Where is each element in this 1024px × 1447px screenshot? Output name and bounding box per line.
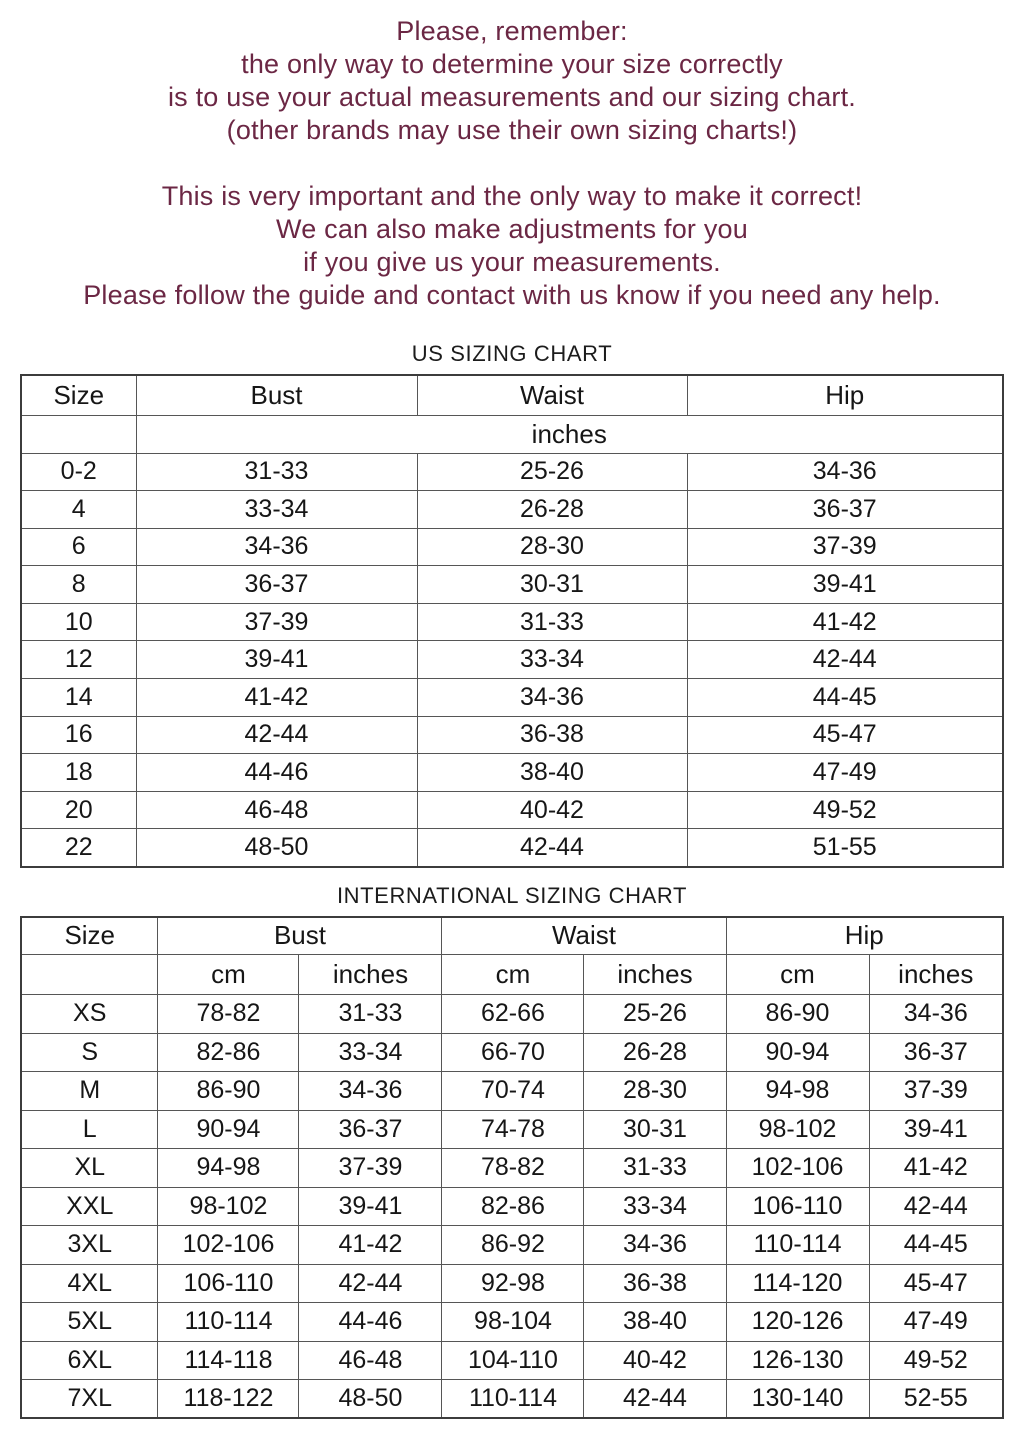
intro-line: (other brands may use their own sizing charts!)	[226, 115, 798, 145]
us-value-cell: 44-46	[136, 754, 417, 792]
intro-paragraph-1	[0, 15, 1024, 147]
us-value-cell: 25-26	[417, 453, 687, 491]
us-value-cell: 30-31	[417, 566, 687, 604]
intro-line: Please follow the guide and contact with us know if you need any help.	[83, 280, 941, 310]
intl-value-cell: 86-90	[158, 1072, 299, 1111]
us-col-header-waist: Waist	[417, 375, 687, 415]
intl-value-cell: 34-36	[584, 1226, 726, 1265]
intl-value-cell: 52-55	[869, 1380, 1003, 1419]
table-row	[21, 1072, 1003, 1111]
intl-value-cell: 41-42	[299, 1226, 442, 1265]
intl-header-row	[21, 917, 1003, 955]
intl-value-cell: 110-114	[158, 1303, 299, 1342]
intl-unit-label-cm: cm	[158, 955, 299, 995]
intl-value-cell: 47-49	[869, 1303, 1003, 1342]
intl-size-cell: L	[21, 1110, 158, 1149]
intl-value-cell: 44-46	[299, 1303, 442, 1342]
table-row	[21, 995, 1003, 1034]
us-value-cell: 34-36	[417, 679, 687, 717]
us-value-cell: 36-37	[687, 491, 1003, 529]
intl-value-cell: 62-66	[442, 995, 584, 1034]
table-row	[21, 1110, 1003, 1149]
table-row	[21, 641, 1003, 679]
us-value-cell: 28-30	[417, 528, 687, 566]
intl-unit-label-cm: cm	[442, 955, 584, 995]
us-value-cell: 42-44	[687, 641, 1003, 679]
us-value-cell: 34-36	[687, 453, 1003, 491]
intl-value-cell: 78-82	[442, 1149, 584, 1188]
intl-value-cell: 36-38	[584, 1264, 726, 1303]
table-row	[21, 1033, 1003, 1072]
intl-value-cell: 102-106	[726, 1149, 869, 1188]
intro-paragraph-2	[0, 180, 1024, 312]
intl-col-header-size: Size	[21, 917, 158, 955]
intro-line: the only way to determine your size correctly	[241, 49, 783, 79]
intl-value-cell: 25-26	[584, 995, 726, 1034]
intl-value-cell: 98-102	[158, 1187, 299, 1226]
us-size-cell: 14	[21, 679, 136, 717]
us-value-cell: 39-41	[687, 566, 1003, 604]
intl-value-cell: 90-94	[726, 1033, 869, 1072]
intl-value-cell: 39-41	[299, 1187, 442, 1226]
us-value-cell: 36-38	[417, 716, 687, 754]
intl-value-cell: 86-90	[726, 995, 869, 1034]
intl-size-cell: XXL	[21, 1187, 158, 1226]
intl-size-cell: M	[21, 1072, 158, 1111]
intl-value-cell: 120-126	[726, 1303, 869, 1342]
intl-value-cell: 114-118	[158, 1341, 299, 1380]
intl-value-cell: 114-120	[726, 1264, 869, 1303]
intl-col-header-waist: Waist	[442, 917, 726, 955]
us-col-header-bust: Bust	[136, 375, 417, 415]
us-sizing-table	[20, 374, 1004, 868]
us-value-cell: 41-42	[136, 679, 417, 717]
intl-value-cell: 104-110	[442, 1341, 584, 1380]
us-value-cell: 44-45	[687, 679, 1003, 717]
intro-line: is to use your actual measurements and our sizing chart.	[167, 82, 857, 112]
us-value-cell: 31-33	[417, 603, 687, 641]
us-value-cell: 51-55	[687, 829, 1003, 867]
intro-text	[0, 15, 1024, 312]
table-row	[21, 1264, 1003, 1303]
intl-size-cell: XS	[21, 995, 158, 1034]
us-size-cell: 0-2	[21, 453, 136, 491]
intro-line: We can also make adjustments for you	[276, 214, 748, 244]
intl-value-cell: 42-44	[869, 1187, 1003, 1226]
intl-value-cell: 74-78	[442, 1110, 584, 1149]
intl-value-cell: 110-114	[726, 1226, 869, 1265]
us-value-cell: 39-41	[136, 641, 417, 679]
us-value-cell: 49-52	[687, 791, 1003, 829]
table-row	[21, 603, 1003, 641]
us-size-cell: 20	[21, 791, 136, 829]
intl-value-cell: 31-33	[299, 995, 442, 1034]
table-row	[21, 679, 1003, 717]
us-col-header-hip: Hip	[687, 375, 1003, 415]
intl-value-cell: 98-102	[726, 1110, 869, 1149]
intl-unit-label-inches: inches	[299, 955, 442, 995]
us-value-cell: 34-36	[136, 528, 417, 566]
intl-sizing-table	[20, 916, 1004, 1420]
us-value-cell: 26-28	[417, 491, 687, 529]
us-value-cell: 37-39	[136, 603, 417, 641]
us-size-cell: 22	[21, 829, 136, 867]
table-row	[21, 791, 1003, 829]
intl-unit-empty-cell	[21, 955, 158, 995]
intl-value-cell: 42-44	[299, 1264, 442, 1303]
intl-value-cell: 78-82	[158, 995, 299, 1034]
us-size-cell: 8	[21, 566, 136, 604]
intl-value-cell: 102-106	[158, 1226, 299, 1265]
intl-value-cell: 82-86	[158, 1033, 299, 1072]
intl-col-header-hip: Hip	[726, 917, 1003, 955]
intl-value-cell: 92-98	[442, 1264, 584, 1303]
intl-value-cell: 94-98	[726, 1072, 869, 1111]
us-value-cell: 46-48	[136, 791, 417, 829]
us-value-cell: 36-37	[136, 566, 417, 604]
intl-chart-title: INTERNATIONAL SIZING CHART	[336, 882, 688, 908]
table-row	[21, 528, 1003, 566]
intl-size-cell: 7XL	[21, 1380, 158, 1419]
intl-value-cell: 28-30	[584, 1072, 726, 1111]
us-value-cell: 42-44	[417, 829, 687, 867]
us-col-header-size: Size	[21, 375, 136, 415]
table-row	[21, 491, 1003, 529]
intl-value-cell: 40-42	[584, 1341, 726, 1380]
us-unit-label: inches	[136, 415, 1003, 453]
intl-value-cell: 36-37	[869, 1033, 1003, 1072]
table-row	[21, 716, 1003, 754]
table-row	[21, 1341, 1003, 1380]
table-row	[21, 754, 1003, 792]
us-value-cell: 47-49	[687, 754, 1003, 792]
intl-value-cell: 26-28	[584, 1033, 726, 1072]
us-value-cell: 40-42	[417, 791, 687, 829]
intl-value-cell: 30-31	[584, 1110, 726, 1149]
us-size-cell: 6	[21, 528, 136, 566]
table-row	[21, 1380, 1003, 1419]
us-chart-title: US SIZING CHART	[411, 341, 613, 366]
us-value-cell: 41-42	[687, 603, 1003, 641]
intl-value-cell: 82-86	[442, 1187, 584, 1226]
intl-value-cell: 98-104	[442, 1303, 584, 1342]
intl-value-cell: 110-114	[442, 1380, 584, 1419]
intl-value-cell: 39-41	[869, 1110, 1003, 1149]
intl-value-cell: 86-92	[442, 1226, 584, 1265]
intl-value-cell: 44-45	[869, 1226, 1003, 1265]
intl-value-cell: 37-39	[299, 1149, 442, 1188]
intl-size-cell: 6XL	[21, 1341, 158, 1380]
table-row	[21, 1226, 1003, 1265]
table-row	[21, 1303, 1003, 1342]
intl-size-cell: 3XL	[21, 1226, 158, 1265]
intl-unit-label-inches: inches	[869, 955, 1003, 995]
us-value-cell: 33-34	[136, 491, 417, 529]
us-header-row	[21, 375, 1003, 415]
intro-line: if you give us your measurements.	[303, 247, 721, 277]
intl-value-cell: 37-39	[869, 1072, 1003, 1111]
us-value-cell: 31-33	[136, 453, 417, 491]
intl-value-cell: 34-36	[299, 1072, 442, 1111]
us-unit-row	[21, 415, 1003, 453]
us-value-cell: 42-44	[136, 716, 417, 754]
intl-value-cell: 33-34	[584, 1187, 726, 1226]
table-row	[21, 566, 1003, 604]
intl-value-cell: 31-33	[584, 1149, 726, 1188]
intl-value-cell: 126-130	[726, 1341, 869, 1380]
us-size-cell: 18	[21, 754, 136, 792]
intl-value-cell: 41-42	[869, 1149, 1003, 1188]
intro-line: This is very important and the only way to make it correct!	[161, 181, 863, 211]
us-value-cell: 37-39	[687, 528, 1003, 566]
intl-value-cell: 33-34	[299, 1033, 442, 1072]
us-size-cell: 10	[21, 603, 136, 641]
intro-line: Please, remember:	[396, 16, 628, 46]
us-value-cell: 48-50	[136, 829, 417, 867]
intl-size-cell: S	[21, 1033, 158, 1072]
intl-value-cell: 45-47	[869, 1264, 1003, 1303]
us-value-cell: 38-40	[417, 754, 687, 792]
intl-size-cell: 5XL	[21, 1303, 158, 1342]
us-value-cell: 45-47	[687, 716, 1003, 754]
intl-value-cell: 48-50	[299, 1380, 442, 1419]
intl-value-cell: 38-40	[584, 1303, 726, 1342]
intl-value-cell: 46-48	[299, 1341, 442, 1380]
intl-value-cell: 42-44	[584, 1380, 726, 1419]
intl-value-cell: 36-37	[299, 1110, 442, 1149]
intl-value-cell: 49-52	[869, 1341, 1003, 1380]
intl-unit-label-cm: cm	[726, 955, 869, 995]
us-size-cell: 12	[21, 641, 136, 679]
us-unit-empty-cell	[21, 415, 136, 453]
intl-value-cell: 94-98	[158, 1149, 299, 1188]
table-row	[21, 829, 1003, 867]
intl-value-cell: 90-94	[158, 1110, 299, 1149]
intl-value-cell: 130-140	[726, 1380, 869, 1419]
intl-value-cell: 106-110	[158, 1264, 299, 1303]
intl-unit-label-inches: inches	[584, 955, 726, 995]
us-size-cell: 16	[21, 716, 136, 754]
us-value-cell: 33-34	[417, 641, 687, 679]
intl-value-cell: 106-110	[726, 1187, 869, 1226]
intl-value-cell: 66-70	[442, 1033, 584, 1072]
table-row	[21, 453, 1003, 491]
intl-size-cell: 4XL	[21, 1264, 158, 1303]
intl-col-header-bust: Bust	[158, 917, 442, 955]
table-row	[21, 1149, 1003, 1188]
intl-value-cell: 118-122	[158, 1380, 299, 1419]
intl-unit-row	[21, 955, 1003, 995]
table-row	[21, 1187, 1003, 1226]
intl-value-cell: 70-74	[442, 1072, 584, 1111]
us-size-cell: 4	[21, 491, 136, 529]
intl-size-cell: XL	[21, 1149, 158, 1188]
intl-value-cell: 34-36	[869, 995, 1003, 1034]
